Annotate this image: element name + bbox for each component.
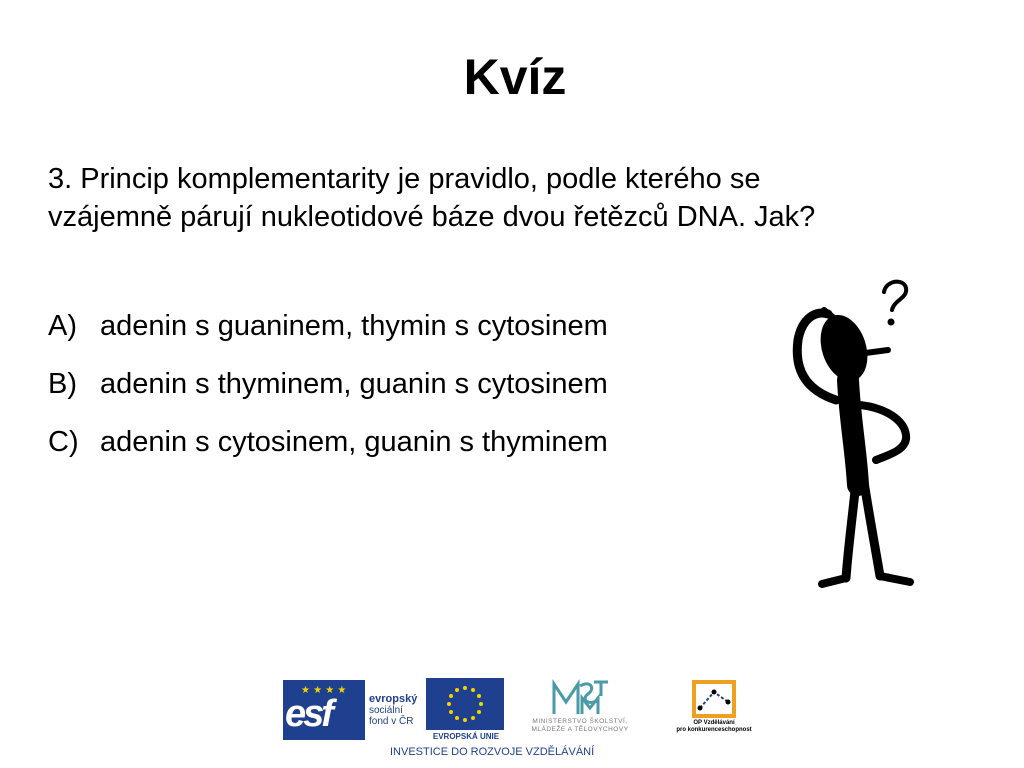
esf-logo: [283, 680, 423, 740]
slogan: INVESTICE DO ROZVOJE VZDĚLÁVÁNÍ: [390, 746, 595, 758]
answer-text: adenin s guaninem, thymin s cytosinem: [100, 310, 608, 342]
esf-line-3: fond v ČR: [369, 716, 414, 727]
answer-letter: A): [48, 310, 77, 342]
msmt-line-1: MINISTERSTVO ŠKOLSTVÍ,: [532, 718, 628, 725]
esf-letters: esf: [285, 693, 331, 735]
esf-line-1: evropský: [369, 693, 418, 705]
answer-b: [48, 364, 748, 422]
msmt-line-2: MLÁDEŽE A TĚLOVÝCHOVY: [531, 726, 629, 733]
eu-flag-icon: [426, 678, 504, 730]
answer-letter: C): [48, 426, 79, 458]
esf-line-2: sociální: [369, 705, 403, 716]
answer-a: [48, 306, 748, 364]
eu-logo: [426, 678, 506, 741]
answer-text: adenin s thyminem, guanin s cytosinem: [100, 368, 608, 400]
msmt-logo: [510, 676, 650, 734]
op-line-2: pro konkurenceschopnost: [676, 727, 752, 733]
msmt-mark-icon: [550, 676, 610, 718]
answer-text: adenin s cytosinem, guanin s thyminem: [100, 426, 608, 458]
thinking-stick-figure-icon: [776, 270, 976, 600]
answer-letter: B): [48, 368, 77, 400]
question-text: [48, 160, 978, 236]
op-logo: [668, 678, 760, 734]
funding-logos: [280, 674, 760, 764]
eu-label: EVROPSKÁ UNIE: [432, 732, 500, 741]
op-line-1: OP Vzdělávání: [693, 720, 735, 726]
question-line-1: 3. Princip komplementarity je pravidlo, podle kterého se: [48, 163, 761, 195]
esf-caption: [369, 694, 417, 727]
answer-c: [48, 422, 748, 480]
slide-title: Kvíz: [463, 49, 567, 105]
op-mark-icon: [686, 678, 742, 720]
esf-mark: [283, 680, 365, 740]
svg-text:★ ★ ★ ★: ★ ★ ★ ★: [301, 685, 347, 696]
answer-list: [48, 306, 748, 480]
question-line-2: vzájemně párují nukleotidové báze dvou řetězců DNA. Jak?: [48, 201, 816, 233]
